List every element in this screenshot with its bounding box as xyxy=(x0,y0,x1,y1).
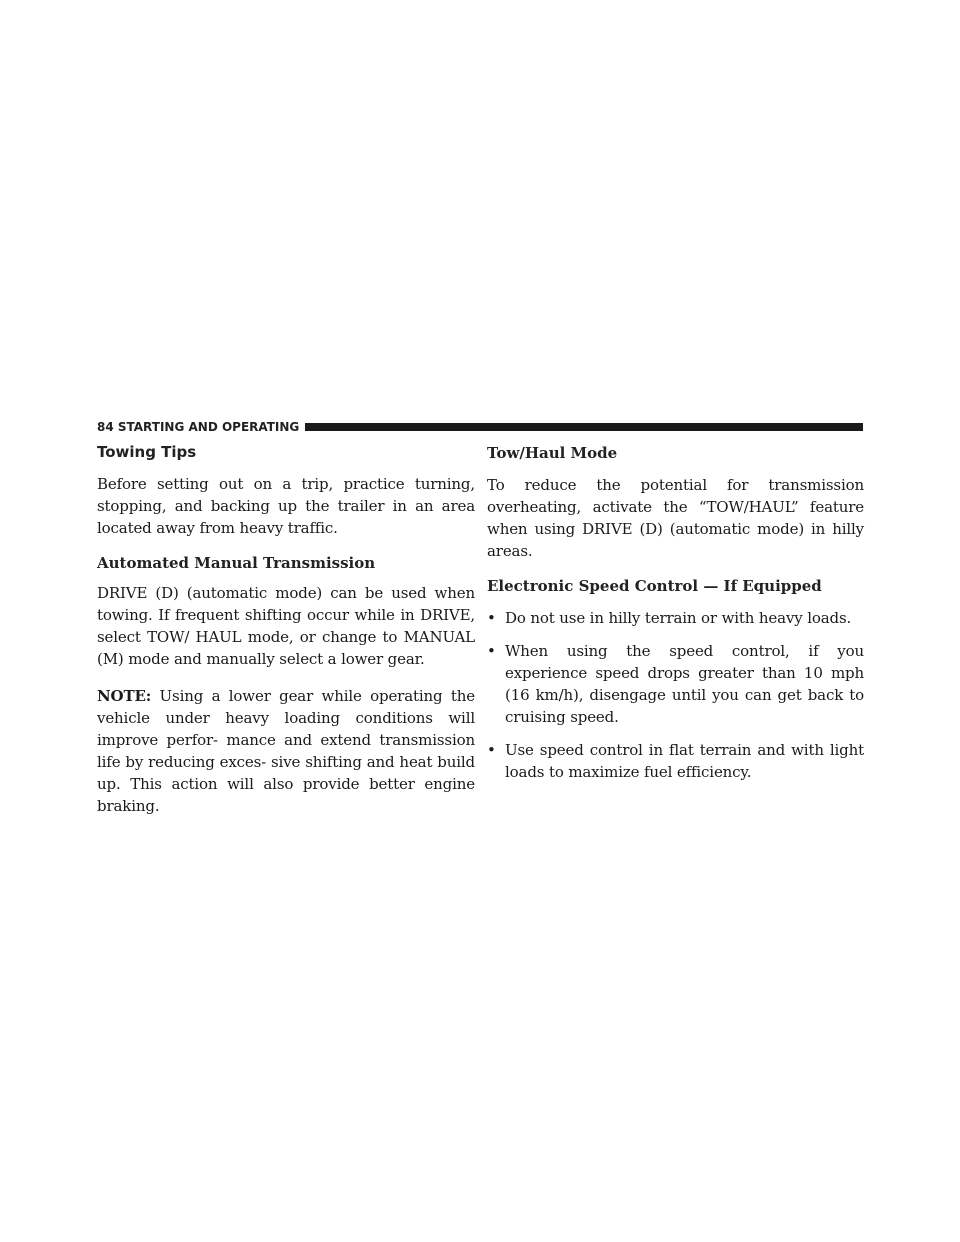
page-header xyxy=(97,419,863,435)
speed-control-list xyxy=(487,607,864,783)
subheading-electronic-speed-control: Electronic Speed Control — If Equipped xyxy=(487,577,822,595)
list-item xyxy=(487,607,864,629)
header-rule xyxy=(305,423,863,431)
bullet-icon: • xyxy=(487,741,496,759)
tow-haul-paragraph: To reduce the potential for transmission overheating, activate the “TOW/HAUL” feature when using DRIVE (D) (automatic mode) in hilly areas. xyxy=(487,476,864,560)
page-number-section-title: 84 STARTING AND OPERATING xyxy=(97,420,300,434)
left-column xyxy=(97,440,475,832)
intro-paragraph: Before setting out on a trip, practice turning, stopping, and backing up the trailer in an area located away from heavy traffic. xyxy=(97,475,475,537)
note-label: NOTE: xyxy=(97,687,152,705)
subheading-automated-manual-transmission: Automated Manual Transmission xyxy=(97,554,376,572)
list-item-text: Do not use in hilly terrain or with heavy loads. xyxy=(505,609,852,627)
subheading-tow-haul-mode: Tow/Haul Mode xyxy=(487,444,618,462)
note-paragraph xyxy=(97,685,475,817)
list-item xyxy=(487,640,864,728)
right-column xyxy=(487,440,864,794)
section-heading-towing-tips: Towing Tips xyxy=(97,443,197,461)
list-item xyxy=(487,739,864,783)
transmission-paragraph: DRIVE (D) (automatic mode) can be used when towing. If frequent shifting occur while in DRIVE, select TOW/ HAUL mode, or change to MANUAL (M) mode and manually select a lower gear. xyxy=(97,584,475,668)
bullet-icon: • xyxy=(487,642,496,660)
bullet-icon: • xyxy=(487,609,496,627)
note-text: Using a lower gear while operating the vehicle under heavy loading conditions will improve perfor- mance and extend transmission life by reducing exces- sive shifting and heat build up. This action will also provide better engine braking. xyxy=(97,687,475,815)
list-item-text: When using the speed control, if you experience speed drops greater than 10 mph (16 km/h), disengage until you can get back to cruising speed. xyxy=(505,642,864,726)
list-item-text: Use speed control in flat terrain and with light loads to maximize fuel efficiency. xyxy=(505,741,864,781)
